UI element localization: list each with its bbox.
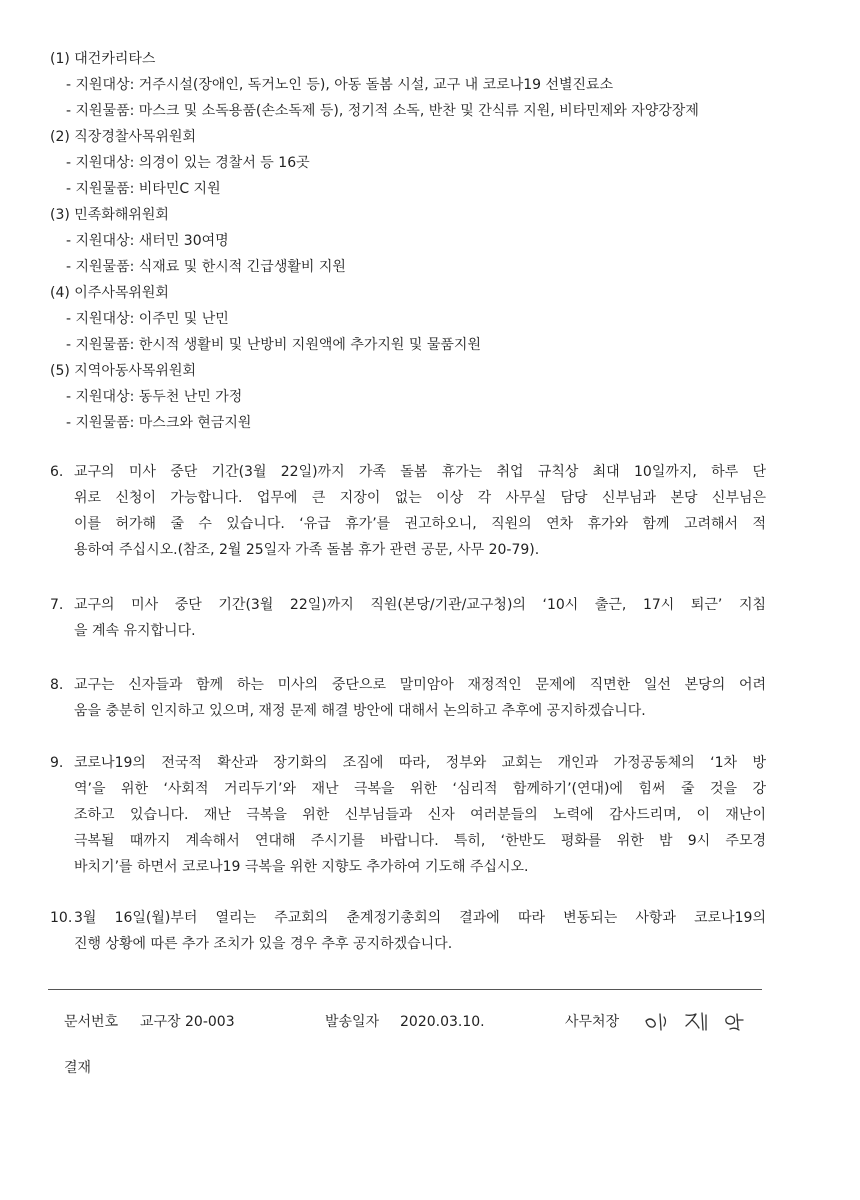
- paragraph-line: 교구는 신자들과 함께 하는 미사의 중단으로 말미암아 재정적인 문제에 직면한 일선 본당의 어려: [74, 677, 766, 693]
- paragraph-line: 코로나19의 전국적 확산과 장기화의 조짐에 따라, 정부와 교회는 개인과 가정공동체의 ‘1차 방: [74, 755, 766, 771]
- paragraph-line: 을 계속 유지합니다.: [74, 623, 196, 639]
- section-target: - 지원대상: 의경이 있는 경찰서 등 16곳: [66, 155, 310, 171]
- paragraph-number: 10.: [50, 910, 73, 926]
- section-heading: (3) 민족화해위원회: [50, 207, 169, 223]
- section-items: - 지원물품: 마스크 및 소독용품(손소독제 등), 정기적 소독, 반찬 및 간식류 지원, 비타민제와 자양강장제: [66, 103, 699, 119]
- paragraph-9: [50, 750, 766, 880]
- paragraph-line: 교구의 미사 중단 기간(3월 22일)까지 가족 돌봄 휴가는 취업 규칙상 최대 10일까지, 하루 단: [74, 464, 766, 480]
- paragraph-number: 8.: [50, 677, 64, 693]
- section-migrants: [50, 280, 790, 358]
- section-items: - 지원물품: 비타민C 지원: [66, 181, 221, 197]
- paragraph-line: 3월 16일(월)부터 열리는 주교회의 춘계정기총회의 결과에 따라 변동되는 사항과 코로나19의: [74, 910, 766, 926]
- paragraph-line: 움을 충분히 인지하고 있으며, 재정 문제 해결 방안에 대해서 논의하고 추후에 공지하겠습니다.: [74, 703, 646, 719]
- paragraph-6: [50, 459, 766, 563]
- signature: [640, 1006, 760, 1034]
- paragraph-line: 역’을 위한 ‘사회적 거리두기’와 재난 극복을 위한 ‘심리적 함께하기’(연대)에 힘써 줄 것을 강: [74, 781, 766, 797]
- section-target: - 지원대상: 이주민 및 난민: [66, 311, 229, 327]
- paragraph-line: 바치기’를 하면서 코로나19 극복을 위한 지향도 추가하여 기도해 주십시오.: [74, 859, 529, 875]
- section-target: - 지원대상: 동두천 난민 가정: [66, 389, 243, 405]
- section-items: - 지원물품: 한시적 생활비 및 난방비 지원액에 추가지원 및 물품지원: [66, 337, 481, 353]
- section-heading: (2) 직장경찰사목위원회: [50, 129, 196, 145]
- paragraph-line: 진행 상황에 따른 추가 조치가 있을 경우 추후 공지하겠습니다.: [74, 936, 453, 952]
- section-children: [50, 358, 790, 436]
- paragraph-line: 이를 허가해 줄 수 있습니다. ‘유급 휴가’를 권고하오니, 직원의 연차 휴가와 함께 고려해서 적: [74, 516, 766, 532]
- paragraph-8: [50, 672, 766, 724]
- section-police: [50, 124, 790, 202]
- section-caritas: [50, 46, 790, 124]
- paragraph-line: 극복될 때까지 계속해서 연대해 주시기를 바랍니다. 특히, ‘한반도 평화를 위한 밤 9시 주모경: [74, 833, 766, 849]
- send-date: 2020.03.10.: [400, 1014, 485, 1030]
- section-target: - 지원대상: 거주시설(장애인, 독거노인 등), 아동 돌봄 시설, 교구 내 코로나19 선별진료소: [66, 77, 614, 93]
- paragraph-line: 조하고 있습니다. 재난 극복을 위한 신부님들과 신자 여러분들의 노력에 감사드리며, 이 재난이: [74, 807, 766, 823]
- section-items: - 지원물품: 마스크와 현금지원: [66, 415, 252, 431]
- support-sections: [50, 46, 790, 436]
- paragraph-number: 7.: [50, 597, 64, 613]
- paragraph-number: 9.: [50, 755, 64, 771]
- section-items: - 지원물품: 식재료 및 한시적 긴급생활비 지원: [66, 259, 346, 275]
- paragraph-line: 교구의 미사 중단 기간(3월 22일)까지 직원(본당/기관/교구청)의 ‘10시 출근, 17시 퇴근’ 지침: [74, 597, 766, 613]
- paragraph-line: 위로 신청이 가능합니다. 업무에 큰 지장이 없는 이상 각 사무실 담당 신부님과 본당 신부님은: [74, 490, 766, 506]
- paragraph-10: [50, 905, 766, 957]
- footer-divider: [48, 989, 762, 990]
- section-heading: (4) 이주사목위원회: [50, 285, 169, 301]
- send-date-label: 발송일자: [325, 1014, 380, 1030]
- section-target: - 지원대상: 새터민 30여명: [66, 233, 229, 249]
- doc-number-label: 문서번호: [64, 1014, 119, 1030]
- section-heading: (1) 대건카리타스: [50, 51, 156, 67]
- paragraph-number: 6.: [50, 464, 64, 480]
- doc-number: 교구장 20-003: [140, 1014, 235, 1030]
- section-reconciliation: [50, 202, 790, 280]
- approval-label: 결재: [64, 1060, 92, 1076]
- section-heading: (5) 지역아동사목위원회: [50, 363, 196, 379]
- secretary-label: 사무처장: [565, 1014, 620, 1030]
- paragraph-7: [50, 592, 766, 644]
- paragraph-line: 용하여 주십시오.(참조, 2월 25일자 가족 돌봄 휴가 관련 공문, 사무 20-79).: [74, 542, 540, 558]
